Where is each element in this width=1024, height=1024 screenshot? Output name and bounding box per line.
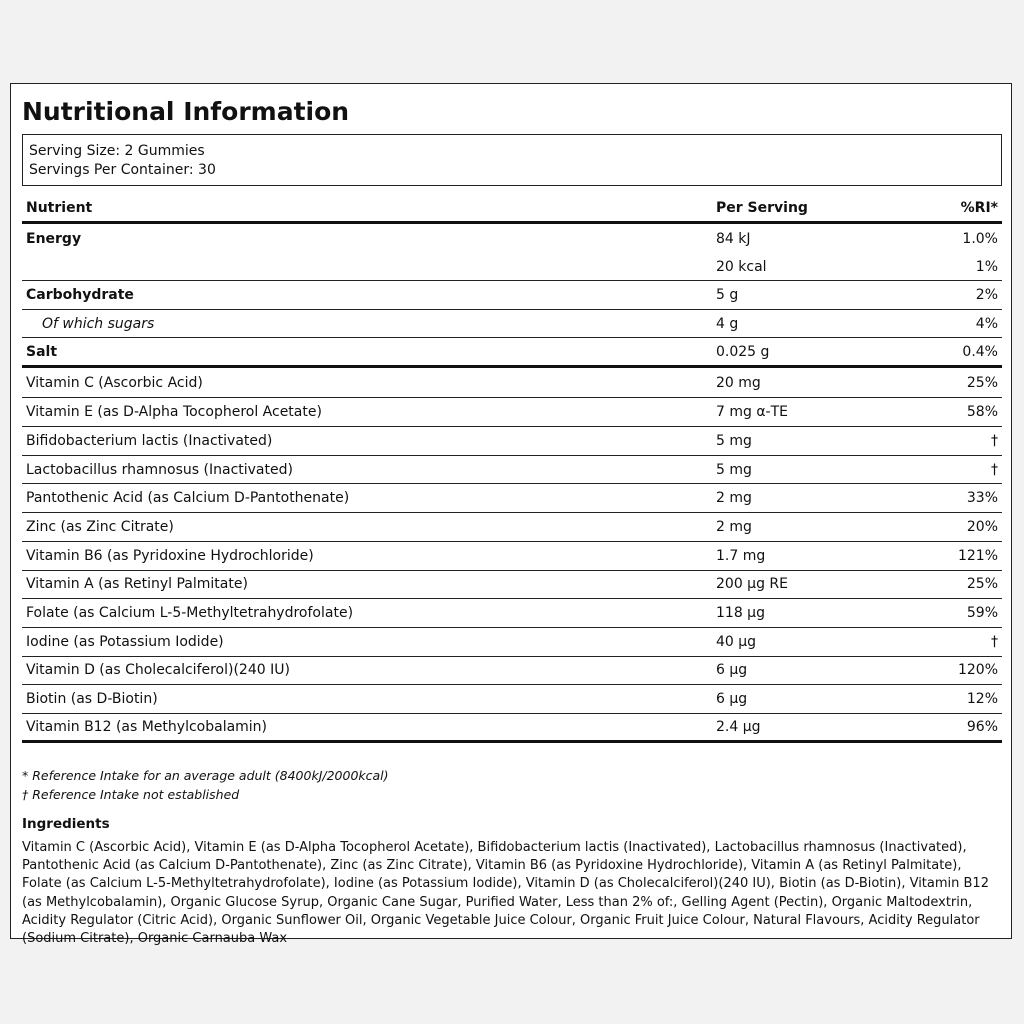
table-row [22,456,1002,485]
ri-footnote: * Reference Intake for an average adult (8400kJ/2000kcal) [22,768,389,783]
nutrient-name: Biotin (as D-Biotin) [26,691,158,708]
carbohydrate-ri: 2% [975,286,998,303]
nutrient-ri: 96% [966,718,998,735]
nutrient-name: Vitamin B12 (as Methylcobalamin) [26,718,268,735]
dagger-footnote: † Reference Intake not established [22,787,240,802]
footnotes [22,766,389,804]
table-row [22,599,1002,628]
nutrient-value: 118 µg [716,605,765,622]
table-row-salt [22,338,1002,368]
nutrient-value: 200 µg RE [716,576,788,593]
nutrient-ri: 59% [966,605,998,622]
table-row-sugars [22,310,1002,339]
nutrient-name: Vitamin B6 (as Pyridoxine Hydrochloride) [26,547,314,564]
energy-kcal-value: 20 kcal [716,259,767,275]
nutrient-ri: † [991,633,998,650]
carbohydrate-label: Carbohydrate [26,286,134,303]
nutrient-ri: 120% [957,662,998,679]
table-row [22,368,1002,398]
table-row [22,398,1002,427]
nutrient-ri: † [991,461,998,478]
table-row [22,484,1002,513]
page-title: Nutritional Information [22,97,350,126]
nutrient-name: Lactobacillus rhamnosus (Inactivated) [26,461,293,478]
salt-label: Salt [26,343,58,360]
nutrient-name: Zinc (as Zinc Citrate) [26,518,174,535]
nutrient-value: 2 mg [716,518,752,535]
table-row [22,628,1002,657]
nutrient-value: 2 mg [716,490,752,507]
energy-label: Energy [26,231,82,247]
nutrient-value: 2.4 µg [716,718,761,735]
ingredients-heading: Ingredients [22,816,110,832]
sugars-ri: 4% [975,315,998,332]
nutrient-value: 7 mg α-TE [716,404,789,421]
nutrient-name: Vitamin E (as D-Alpha Tocopherol Acetate) [26,404,322,421]
table-row-energy-kj [22,224,1002,254]
table-row-energy-kcal [22,254,1002,281]
nutrient-ri: 121% [957,547,998,564]
table-row [22,571,1002,600]
nutrient-name: Bifidobacterium lactis (Inactivated) [26,432,273,449]
serving-size: Serving Size: 2 Gummies [29,143,205,159]
sugars-value: 4 g [716,315,739,332]
energy-kcal-ri: 1% [975,259,998,275]
vitamin-rows [22,368,1002,742]
header-nutrient: Nutrient [26,199,93,216]
header-ri: %RI* [960,199,998,216]
nutrient-name: Vitamin A (as Retinyl Palmitate) [26,576,248,593]
nutrition-table [22,194,1002,743]
nutrient-value: 40 µg [716,633,757,650]
nutrient-value: 6 µg [716,691,748,708]
nutrient-value: 20 mg [716,374,761,391]
nutrient-name: Folate (as Calcium L-5-Methyltetrahydrofolate) [26,605,354,622]
header-per-serving: Per Serving [716,199,808,216]
energy-kj-ri: 1.0% [962,231,998,247]
nutrient-value: 6 µg [716,662,748,679]
table-row [22,542,1002,571]
nutrient-ri: 25% [966,374,998,391]
table-row [22,427,1002,456]
salt-value: 0.025 g [716,343,770,360]
energy-kj-value: 84 kJ [716,231,751,247]
servings-per-container: Servings Per Container: 30 [29,162,216,178]
nutrient-ri: 20% [966,518,998,535]
nutrient-value: 5 mg [716,432,752,449]
ingredients-text: Vitamin C (Ascorbic Acid), Vitamin E (as D-Alpha Tocopherol Acetate), Bifidobacterium lactis (Inactivated), Lactobacillus rhamnosus (Inactivated), Pantothenic Acid (as Calcium D-Pantothenate), Zinc (as Zinc Citrate), Vitamin B6 (as Pyridoxine Hydrochloride), Vitamin A (as Retinyl Palmitate), Folate (as Calcium L-5-Methyltetrahydrofolate), Iodine (as Potassium Iodide), Vitamin D (as Cholecalciferol)(240 IU), Biotin (as D-Biotin), Vitamin B12 (as Methylcobalamin), Organic Glucose Syrup, Organic Cane Sugar, Purified Water, Less than 2% of:, Gelling Agent (Pectin), Organic Maltodextrin, Acidity Regulator (Citric Acid), Organic Sunflower Oil, Organic Vegetable Juice Colour, Organic Fruit Juice Colour, Natural Flavours, Acidity Regulator (Sodium Citrate), Organic Carnauba Wax [22,840,989,947]
table-row [22,685,1002,714]
salt-ri: 0.4% [962,343,998,360]
nutrient-name: Vitamin C (Ascorbic Acid) [26,374,203,391]
nutrient-name: Vitamin D (as Cholecalciferol)(240 IU) [26,662,290,679]
nutrition-panel [10,83,1012,947]
serving-info-box [22,134,1002,186]
nutrient-value: 1.7 mg [716,547,766,564]
sugars-label: Of which sugars [42,315,155,332]
table-row [22,513,1002,542]
table-row [22,714,1002,743]
nutrient-name: Pantothenic Acid (as Calcium D-Pantothenate) [26,490,350,507]
nutrient-ri: 12% [966,691,998,708]
nutrient-ri: 58% [966,404,998,421]
table-row-carbohydrate [22,281,1002,310]
nutrient-name: Iodine (as Potassium Iodide) [26,633,224,650]
table-row [22,657,1002,686]
table-header-row [22,194,1002,224]
nutrient-ri: † [991,432,998,449]
nutrient-ri: 25% [966,576,998,593]
nutrient-value: 5 mg [716,461,752,478]
carbohydrate-value: 5 g [716,286,739,303]
nutrient-ri: 33% [966,490,998,507]
